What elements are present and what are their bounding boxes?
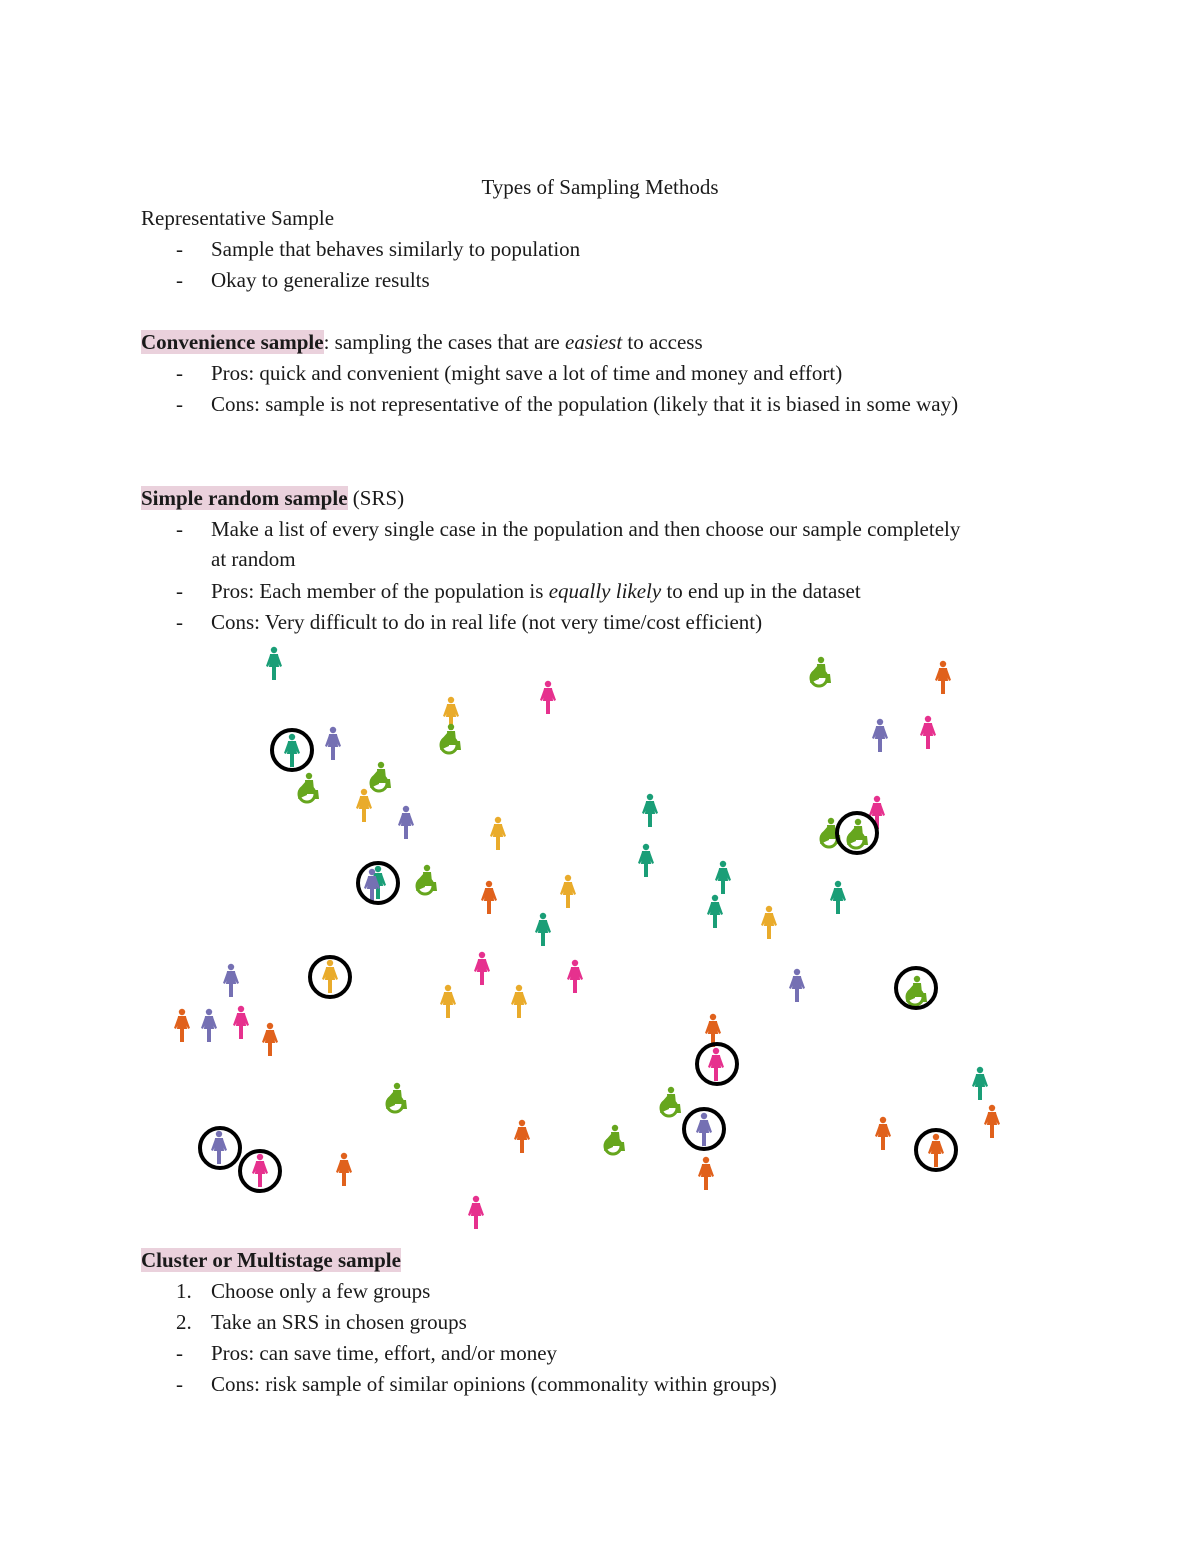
step-number: 2.: [176, 1310, 192, 1334]
person-icon: [540, 681, 556, 714]
person-icon: [920, 716, 936, 749]
wheelchair-person-icon: [440, 724, 461, 753]
person-icon: [322, 960, 338, 993]
wheelchair-person-icon: [298, 773, 319, 802]
person-icon: [875, 1117, 891, 1150]
person-icon: [511, 985, 527, 1018]
convenience-def-emphasis: easiest: [565, 330, 623, 354]
person-icon: [174, 1009, 190, 1042]
person-icon: [789, 969, 805, 1002]
person-icon: [481, 881, 497, 914]
person-icon: [698, 1157, 714, 1190]
srs-cons: Cons: Very difficult to do in real life (not very time/cost efficient): [211, 610, 763, 634]
srs-term: Simple random sample: [141, 486, 348, 510]
person-icon: [266, 647, 282, 680]
convenience-pros: Pros: quick and convenient (might save a lot of time and money and effort): [211, 361, 843, 385]
person-icon: [233, 1006, 249, 1039]
convenience-def-b: to access: [622, 330, 703, 354]
convenience-cons: Cons: sample is not representative of the population (likely that it is biased in some way): [211, 392, 959, 416]
cluster-step-2: Take an SRS in chosen groups: [211, 1310, 467, 1334]
wheelchair-person-icon: [370, 762, 391, 791]
person-icon: [928, 1134, 944, 1167]
person-icon: [252, 1154, 268, 1187]
person-icon: [696, 1113, 712, 1146]
person-icon: [356, 789, 372, 822]
person-icon: [468, 1196, 484, 1229]
bullet-dash: -: [176, 361, 183, 385]
person-icon: [642, 794, 658, 827]
representative-item-2: Okay to generalize results: [211, 268, 430, 292]
wheelchair-person-icon: [416, 865, 437, 894]
step-number: 1.: [176, 1279, 192, 1303]
convenience-term: Convenience sample: [141, 330, 324, 354]
srs-pros-b: to end up in the dataset: [661, 579, 861, 603]
person-icon: [708, 1048, 724, 1081]
person-icon: [398, 806, 414, 839]
srs-pros-a: Pros: Each member of the population is: [211, 579, 549, 603]
bullet-dash: -: [176, 610, 183, 634]
cluster-term: Cluster or Multistage sample: [141, 1248, 401, 1272]
bullet-dash: -: [176, 579, 183, 603]
person-icon: [535, 913, 551, 946]
person-icon: [707, 895, 723, 928]
person-icon: [262, 1023, 278, 1056]
representative-item-1: Sample that behaves similarly to population: [211, 237, 581, 261]
person-icon: [567, 960, 583, 993]
person-icon: [761, 906, 777, 939]
person-icon: [715, 861, 731, 894]
convenience-def-a: : sampling the cases that are: [323, 330, 565, 354]
person-icon: [830, 881, 846, 914]
bullet-dash: -: [176, 268, 183, 292]
page-title: Types of Sampling Methods: [481, 175, 719, 199]
person-icon: [490, 817, 506, 850]
cluster-pros: Pros: can save time, effort, and/or money: [211, 1341, 558, 1365]
srs-pros-emphasis: equally likely: [548, 579, 662, 603]
bullet-dash: -: [176, 237, 183, 261]
bullet-dash: -: [176, 517, 183, 541]
srs-item-1-line-1: Make a list of every single case in the population and then choose our sample completely: [211, 517, 961, 541]
cluster-cons: Cons: risk sample of similar opinions (commonality within groups): [211, 1372, 777, 1396]
person-icon: [514, 1120, 530, 1153]
wheelchair-person-icon: [386, 1083, 407, 1112]
person-icon: [284, 734, 300, 767]
person-icon: [935, 661, 951, 694]
person-icon: [984, 1105, 1000, 1138]
person-icon: [440, 985, 456, 1018]
wheelchair-person-icon: [810, 657, 831, 686]
bullet-dash: -: [176, 392, 183, 416]
cluster-step-1: Choose only a few groups: [211, 1279, 431, 1303]
wheelchair-person-icon: [906, 976, 927, 1005]
representative-heading: Representative Sample: [141, 206, 335, 230]
person-icon: [705, 1014, 721, 1047]
srs-item-1-line-2: at random: [211, 547, 296, 571]
person-icon: [201, 1009, 217, 1042]
wheelchair-person-icon: [660, 1087, 681, 1116]
person-icon: [211, 1131, 227, 1164]
wheelchair-person-icon: [604, 1125, 625, 1154]
person-icon: [325, 727, 341, 760]
person-icon: [560, 875, 576, 908]
person-icon: [972, 1067, 988, 1100]
wheelchair-person-icon: [847, 819, 868, 848]
bullet-dash: -: [176, 1341, 183, 1365]
person-icon: [638, 844, 654, 877]
cluster-heading: [141, 1246, 401, 1274]
person-icon: [872, 719, 888, 752]
bullet-dash: -: [176, 1372, 183, 1396]
person-icon: [223, 964, 239, 997]
person-icon: [474, 952, 490, 985]
person-icon: [336, 1153, 352, 1186]
srs-abbr: (SRS): [347, 486, 405, 510]
